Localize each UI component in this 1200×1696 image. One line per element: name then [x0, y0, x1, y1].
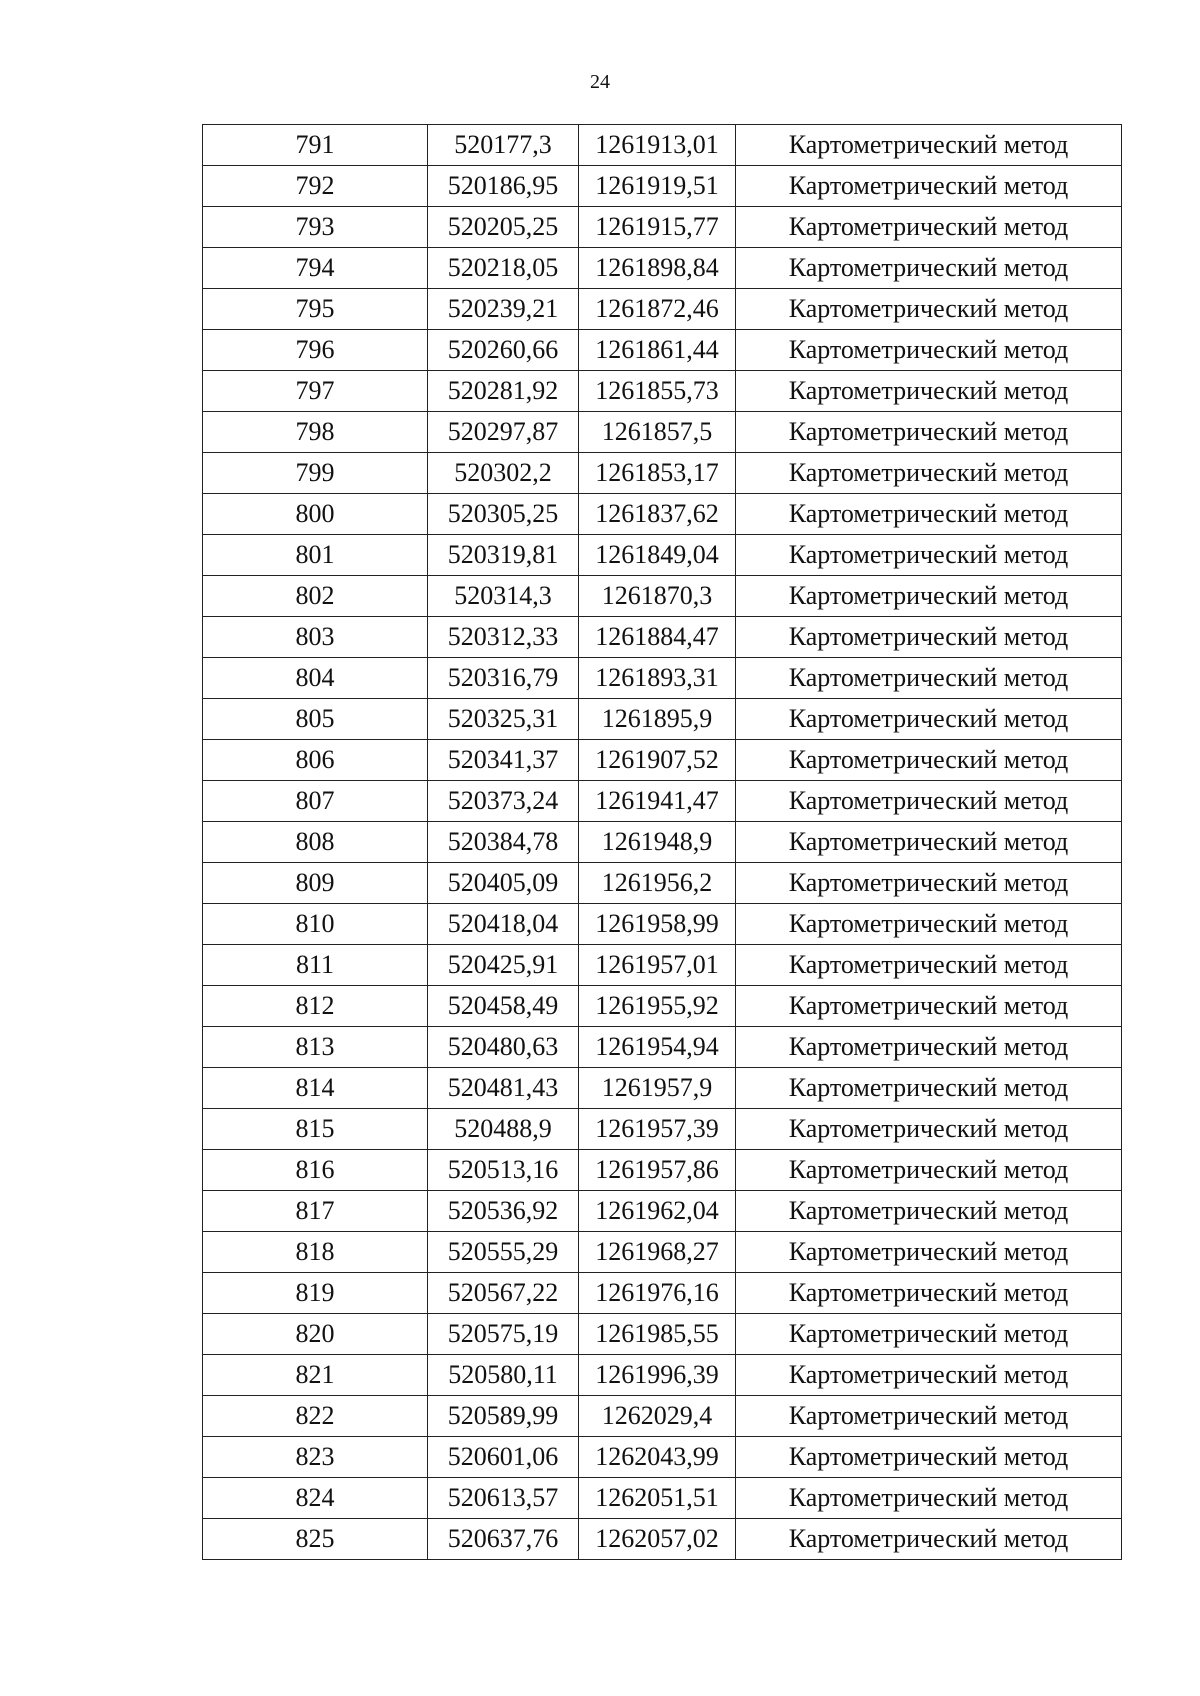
y-coordinate-cell: 1261958,99	[579, 904, 736, 945]
x-coordinate-cell: 520418,04	[428, 904, 579, 945]
method-cell: Картометрический метод	[736, 371, 1122, 412]
y-coordinate-cell: 1261957,86	[579, 1150, 736, 1191]
method-cell: Картометрический метод	[736, 125, 1122, 166]
y-coordinate-cell: 1261861,44	[579, 330, 736, 371]
point-number-cell: 809	[203, 863, 428, 904]
table-row	[203, 781, 1122, 822]
x-coordinate-cell: 520281,92	[428, 371, 579, 412]
method-cell: Картометрический метод	[736, 1191, 1122, 1232]
method-cell: Картометрический метод	[736, 1396, 1122, 1437]
table-row	[203, 699, 1122, 740]
table-row	[203, 576, 1122, 617]
point-number-cell: 825	[203, 1519, 428, 1560]
x-coordinate-cell: 520488,9	[428, 1109, 579, 1150]
table-row	[203, 1150, 1122, 1191]
point-number-cell: 795	[203, 289, 428, 330]
table-row	[203, 986, 1122, 1027]
y-coordinate-cell: 1261893,31	[579, 658, 736, 699]
method-cell: Картометрический метод	[736, 412, 1122, 453]
y-coordinate-cell: 1262029,4	[579, 1396, 736, 1437]
method-cell: Картометрический метод	[736, 1478, 1122, 1519]
x-coordinate-cell: 520302,2	[428, 453, 579, 494]
y-coordinate-cell: 1261855,73	[579, 371, 736, 412]
point-number-cell: 824	[203, 1478, 428, 1519]
y-coordinate-cell: 1261996,39	[579, 1355, 736, 1396]
x-coordinate-cell: 520601,06	[428, 1437, 579, 1478]
point-number-cell: 818	[203, 1232, 428, 1273]
table-row	[203, 1396, 1122, 1437]
x-coordinate-cell: 520373,24	[428, 781, 579, 822]
table-row	[203, 1027, 1122, 1068]
method-cell: Картометрический метод	[736, 535, 1122, 576]
method-cell: Картометрический метод	[736, 740, 1122, 781]
x-coordinate-cell: 520325,31	[428, 699, 579, 740]
y-coordinate-cell: 1261957,9	[579, 1068, 736, 1109]
method-cell: Картометрический метод	[736, 453, 1122, 494]
point-number-cell: 791	[203, 125, 428, 166]
method-cell: Картометрический метод	[736, 658, 1122, 699]
y-coordinate-cell: 1261837,62	[579, 494, 736, 535]
point-number-cell: 808	[203, 822, 428, 863]
point-number-cell: 819	[203, 1273, 428, 1314]
table-row	[203, 330, 1122, 371]
table-row	[203, 125, 1122, 166]
point-number-cell: 798	[203, 412, 428, 453]
x-coordinate-cell: 520218,05	[428, 248, 579, 289]
table-row	[203, 248, 1122, 289]
point-number-cell: 794	[203, 248, 428, 289]
method-cell: Картометрический метод	[736, 1314, 1122, 1355]
x-coordinate-cell: 520567,22	[428, 1273, 579, 1314]
method-cell: Картометрический метод	[736, 781, 1122, 822]
table-row	[203, 494, 1122, 535]
method-cell: Картометрический метод	[736, 1027, 1122, 1068]
y-coordinate-cell: 1261895,9	[579, 699, 736, 740]
table-row	[203, 412, 1122, 453]
x-coordinate-cell: 520575,19	[428, 1314, 579, 1355]
method-cell: Картометрический метод	[736, 289, 1122, 330]
x-coordinate-cell: 520637,76	[428, 1519, 579, 1560]
table-row	[203, 1314, 1122, 1355]
x-coordinate-cell: 520186,95	[428, 166, 579, 207]
point-number-cell: 803	[203, 617, 428, 658]
table-row	[203, 1519, 1122, 1560]
x-coordinate-cell: 520513,16	[428, 1150, 579, 1191]
y-coordinate-cell: 1261857,5	[579, 412, 736, 453]
x-coordinate-cell: 520239,21	[428, 289, 579, 330]
table-row	[203, 1068, 1122, 1109]
table-row	[203, 740, 1122, 781]
point-number-cell: 820	[203, 1314, 428, 1355]
method-cell: Картометрический метод	[736, 699, 1122, 740]
x-coordinate-cell: 520458,49	[428, 986, 579, 1027]
point-number-cell: 812	[203, 986, 428, 1027]
table-row	[203, 453, 1122, 494]
method-cell: Картометрический метод	[736, 330, 1122, 371]
method-cell: Картометрический метод	[736, 945, 1122, 986]
y-coordinate-cell: 1262043,99	[579, 1437, 736, 1478]
x-coordinate-cell: 520314,3	[428, 576, 579, 617]
y-coordinate-cell: 1261884,47	[579, 617, 736, 658]
method-cell: Картометрический метод	[736, 207, 1122, 248]
table-row	[203, 1437, 1122, 1478]
y-coordinate-cell: 1261956,2	[579, 863, 736, 904]
table-row	[203, 863, 1122, 904]
x-coordinate-cell: 520316,79	[428, 658, 579, 699]
y-coordinate-cell: 1262057,02	[579, 1519, 736, 1560]
point-number-cell: 801	[203, 535, 428, 576]
table-row	[203, 1232, 1122, 1273]
x-coordinate-cell: 520536,92	[428, 1191, 579, 1232]
method-cell: Картометрический метод	[736, 617, 1122, 658]
point-number-cell: 813	[203, 1027, 428, 1068]
method-cell: Картометрический метод	[736, 1273, 1122, 1314]
x-coordinate-cell: 520312,33	[428, 617, 579, 658]
point-number-cell: 823	[203, 1437, 428, 1478]
x-coordinate-cell: 520384,78	[428, 822, 579, 863]
method-cell: Картометрический метод	[736, 1437, 1122, 1478]
table-row	[203, 1478, 1122, 1519]
method-cell: Картометрический метод	[736, 494, 1122, 535]
y-coordinate-cell: 1261976,16	[579, 1273, 736, 1314]
point-number-cell: 800	[203, 494, 428, 535]
x-coordinate-cell: 520205,25	[428, 207, 579, 248]
method-cell: Картометрический метод	[736, 863, 1122, 904]
y-coordinate-cell: 1261907,52	[579, 740, 736, 781]
table-row	[203, 1273, 1122, 1314]
y-coordinate-cell: 1261968,27	[579, 1232, 736, 1273]
y-coordinate-cell: 1261913,01	[579, 125, 736, 166]
method-cell: Картометрический метод	[736, 166, 1122, 207]
point-number-cell: 822	[203, 1396, 428, 1437]
x-coordinate-cell: 520425,91	[428, 945, 579, 986]
table-row	[203, 617, 1122, 658]
point-number-cell: 817	[203, 1191, 428, 1232]
method-cell: Картометрический метод	[736, 1068, 1122, 1109]
point-number-cell: 797	[203, 371, 428, 412]
y-coordinate-cell: 1261955,92	[579, 986, 736, 1027]
method-cell: Картометрический метод	[736, 904, 1122, 945]
table-row	[203, 289, 1122, 330]
y-coordinate-cell: 1261954,94	[579, 1027, 736, 1068]
y-coordinate-cell: 1261849,04	[579, 535, 736, 576]
y-coordinate-cell: 1261919,51	[579, 166, 736, 207]
x-coordinate-cell: 520405,09	[428, 863, 579, 904]
point-number-cell: 814	[203, 1068, 428, 1109]
method-cell: Картометрический метод	[736, 1355, 1122, 1396]
table-row	[203, 166, 1122, 207]
x-coordinate-cell: 520319,81	[428, 535, 579, 576]
y-coordinate-cell: 1261962,04	[579, 1191, 736, 1232]
table-row	[203, 207, 1122, 248]
table-row	[203, 1355, 1122, 1396]
point-number-cell: 816	[203, 1150, 428, 1191]
x-coordinate-cell: 520260,66	[428, 330, 579, 371]
y-coordinate-cell: 1261948,9	[579, 822, 736, 863]
x-coordinate-cell: 520580,11	[428, 1355, 579, 1396]
y-coordinate-cell: 1261915,77	[579, 207, 736, 248]
point-number-cell: 792	[203, 166, 428, 207]
point-number-cell: 802	[203, 576, 428, 617]
point-number-cell: 804	[203, 658, 428, 699]
table-row	[203, 1191, 1122, 1232]
point-number-cell: 811	[203, 945, 428, 986]
coordinates-table-body	[203, 125, 1122, 1560]
page-number: 24	[590, 71, 610, 93]
method-cell: Картометрический метод	[736, 248, 1122, 289]
method-cell: Картометрический метод	[736, 986, 1122, 1027]
y-coordinate-cell: 1261941,47	[579, 781, 736, 822]
y-coordinate-cell: 1261957,01	[579, 945, 736, 986]
table-row	[203, 1109, 1122, 1150]
table-row	[203, 904, 1122, 945]
method-cell: Картометрический метод	[736, 1519, 1122, 1560]
y-coordinate-cell: 1262051,51	[579, 1478, 736, 1519]
point-number-cell: 821	[203, 1355, 428, 1396]
table-row	[203, 535, 1122, 576]
table-row	[203, 658, 1122, 699]
x-coordinate-cell: 520589,99	[428, 1396, 579, 1437]
x-coordinate-cell: 520613,57	[428, 1478, 579, 1519]
coordinates-table	[202, 124, 1122, 1560]
point-number-cell: 810	[203, 904, 428, 945]
point-number-cell: 807	[203, 781, 428, 822]
x-coordinate-cell: 520481,43	[428, 1068, 579, 1109]
point-number-cell: 815	[203, 1109, 428, 1150]
point-number-cell: 806	[203, 740, 428, 781]
table-row	[203, 822, 1122, 863]
x-coordinate-cell: 520341,37	[428, 740, 579, 781]
y-coordinate-cell: 1261898,84	[579, 248, 736, 289]
table-row	[203, 945, 1122, 986]
method-cell: Картометрический метод	[736, 822, 1122, 863]
method-cell: Картометрический метод	[736, 1150, 1122, 1191]
method-cell: Картометрический метод	[736, 576, 1122, 617]
point-number-cell: 799	[203, 453, 428, 494]
point-number-cell: 793	[203, 207, 428, 248]
y-coordinate-cell: 1261985,55	[579, 1314, 736, 1355]
y-coordinate-cell: 1261872,46	[579, 289, 736, 330]
y-coordinate-cell: 1261957,39	[579, 1109, 736, 1150]
method-cell: Картометрический метод	[736, 1109, 1122, 1150]
point-number-cell: 796	[203, 330, 428, 371]
x-coordinate-cell: 520177,3	[428, 125, 579, 166]
y-coordinate-cell: 1261870,3	[579, 576, 736, 617]
x-coordinate-cell: 520297,87	[428, 412, 579, 453]
x-coordinate-cell: 520305,25	[428, 494, 579, 535]
table-row	[203, 371, 1122, 412]
y-coordinate-cell: 1261853,17	[579, 453, 736, 494]
method-cell: Картометрический метод	[736, 1232, 1122, 1273]
point-number-cell: 805	[203, 699, 428, 740]
x-coordinate-cell: 520480,63	[428, 1027, 579, 1068]
x-coordinate-cell: 520555,29	[428, 1232, 579, 1273]
